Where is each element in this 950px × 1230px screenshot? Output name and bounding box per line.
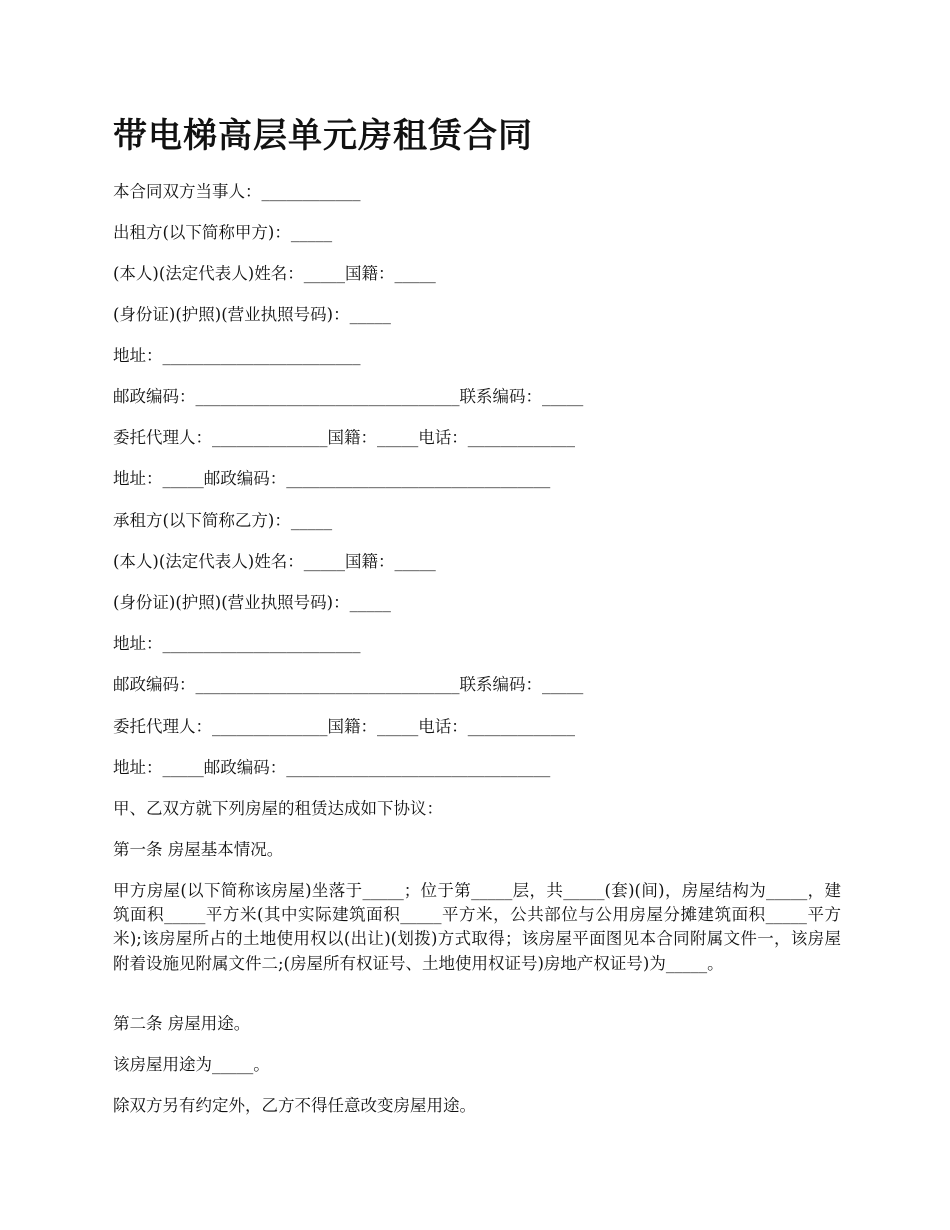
contract-title: 带电梯高层单元房租赁合同 [113, 116, 533, 156]
lessee-id-line: (身份证)(护照)(营业执照号码)：_____ [113, 593, 391, 612]
lessor-line: 出租方(以下简称甲方)：_____ [113, 223, 333, 242]
article-1-heading: 第一条 房屋基本情况。 [113, 840, 284, 859]
article-2-heading: 第二条 房屋用途。 [113, 1014, 251, 1033]
parties-line: 本合同双方当事人：____________ [113, 182, 361, 201]
article-2-restriction: 除双方另有约定外，乙方不得任意改变房屋用途。 [113, 1096, 476, 1115]
lessor-agent-address-line: 地址：_____邮政编码：________________________________ [113, 469, 551, 488]
lessor-address-line: 地址：________________________ [113, 346, 361, 365]
lessee-postcode-line: 邮政编码：________________________________联系编码：_____ [113, 675, 584, 694]
lessee-agent-address-line: 地址：_____邮政编码：________________________________ [113, 758, 551, 777]
lessor-name-line: (本人)(法定代表人)姓名：_____国籍：_____ [113, 264, 436, 283]
article-1-body: 甲方房屋(以下简称该房屋)坐落于_____；位于第_____层，共_____(套)(间)，房屋结构为_____，建筑面积_____平方米(其中实际建筑面积_____平方米，公共部位与公用房屋分摊建筑面积_____平方米);该房屋所占的土地使用权以(出让)(划拨)方式取得；该房屋平面图见本合同附属文件一，该房屋附着设施见附属文件二;(房屋所有权证号、土地使用权证号)房地产权证号)为_____。 [113, 881, 841, 973]
lessee-address-line: 地址：________________________ [113, 634, 361, 653]
lessee-name-line: (本人)(法定代表人)姓名：_____国籍：_____ [113, 552, 436, 571]
lessor-agent-line: 委托代理人：______________国籍：_____电话：_____________ [113, 428, 575, 447]
lessor-id-line: (身份证)(护照)(营业执照号码)：_____ [113, 305, 391, 324]
lessee-agent-line: 委托代理人：______________国籍：_____电话：_____________ [113, 717, 575, 736]
agreement-intro: 甲、乙双方就下列房屋的租赁达成如下协议： [113, 799, 443, 818]
lessee-line: 承租方(以下简称乙方)：_____ [113, 511, 333, 530]
lessor-postcode-line: 邮政编码：________________________________联系编码：_____ [113, 387, 584, 406]
article-2-use: 该房屋用途为_____。 [113, 1055, 270, 1074]
